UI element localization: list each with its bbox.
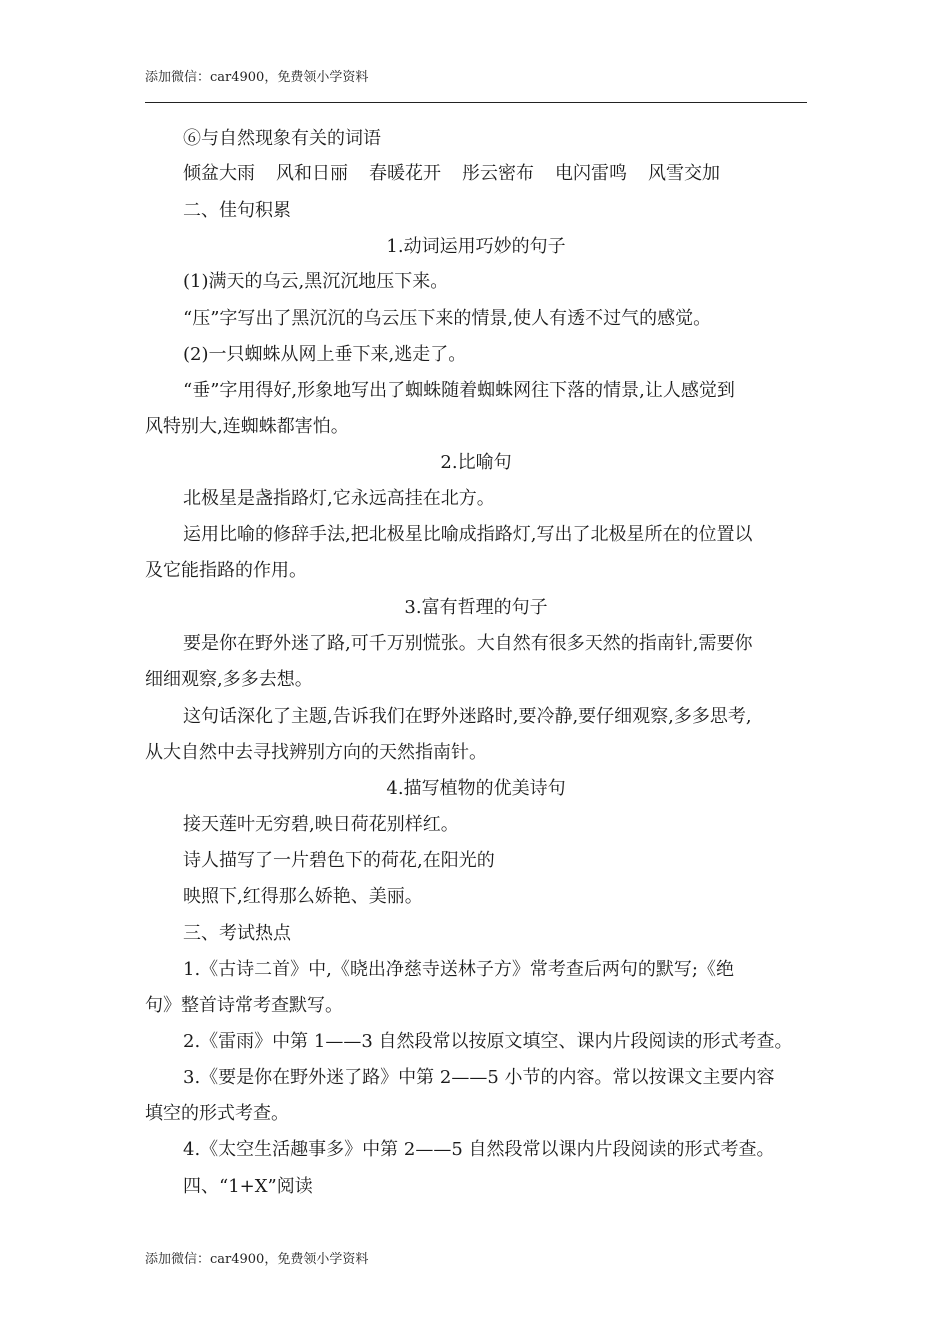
paragraph-line: 从大自然中去寻找辨别方向的天然指南针。 [145,742,487,763]
section-heading-exam: 三、考试热点 [183,923,291,944]
paragraph-line: (1)满天的乌云,黑沉沉地压下来。 [183,271,449,292]
section-heading-sentences: 二、佳句积累 [183,200,291,221]
paragraph-line: 2.《雷雨》中第 1——3 自然段常以按原文填空、课内片段阅读的形式考查。 [183,1031,793,1052]
paragraph-line: 1.《古诗二首》中,《晓出净慈寺送林子方》常考查后两句的默写;《绝 [183,959,734,980]
paragraph-line: “垂”字用得好,形象地写出了蜘蛛随着蜘蛛网往下落的情景,让人感觉到 [183,380,735,401]
paragraph-line: 细细观察,多多去想。 [145,669,313,690]
paragraph-line: 4.《太空生活趣事多》中第 2——5 自然段常以课内片段阅读的形式考查。 [183,1139,775,1160]
paragraph-line: 风特别大,连蜘蛛都害怕。 [145,416,349,437]
word-item: 倾盆大雨 [183,163,255,184]
paragraph-line: 3.《要是你在野外迷了路》中第 2——5 小节的内容。常以按课文主要内容 [183,1067,775,1088]
paragraph-line: 要是你在野外迷了路,可千万别慌张。大自然有很多天然的指南针,需要你 [183,633,753,654]
word-item: 风和日丽 [276,163,348,184]
paragraph-line: 填空的形式考查。 [145,1103,289,1124]
section-heading-nature-words: ⑥与自然现象有关的词语 [183,128,381,149]
word-item: 风雪交加 [648,163,720,184]
paragraph-line: 诗人描写了一片碧色下的荷花,在阳光的 [183,850,495,871]
page-header: 添加微信：car4900，免费领小学资料 [145,70,369,85]
paragraph-line: 映照下,红得那么娇艳、美丽。 [183,886,423,907]
word-list [145,162,807,186]
subheading-poetry: 4.描写植物的优美诗句 [386,778,566,799]
paragraph-line: 北极星是盏指路灯,它永远高挂在北方。 [183,488,495,509]
paragraph-line: 接天莲叶无穷碧,映日荷花别样红。 [183,814,459,835]
section-heading-reading: 四、“1+X”阅读 [183,1176,313,1197]
subheading-verbs: 1.动词运用巧妙的句子 [386,236,566,257]
paragraph-line: (2)一只蜘蛛从网上垂下来,逃走了。 [183,344,467,365]
paragraph-line: 运用比喻的修辞手法,把北极星比喻成指路灯,写出了北极星所在的位置以 [183,524,753,545]
page-footer: 添加微信：car4900，免费领小学资料 [145,1252,369,1267]
subheading-philosophy: 3.富有哲理的句子 [404,597,548,618]
word-item: 春暖花开 [369,163,441,184]
paragraph-line: “压”字写出了黑沉沉的乌云压下来的情景,使人有透不过气的感觉。 [183,308,712,329]
word-item: 电闪雷鸣 [555,163,627,184]
paragraph-line: 句》整首诗常考查默写。 [145,995,343,1016]
word-item: 彤云密布 [462,163,534,184]
paragraph-line: 这句话深化了主题,告诉我们在野外迷路时,要冷静,要仔细观察,多多思考, [183,706,752,727]
subheading-metaphor: 2.比喻句 [440,452,512,473]
paragraph-line: 及它能指路的作用。 [145,560,307,581]
header-divider [145,102,807,103]
